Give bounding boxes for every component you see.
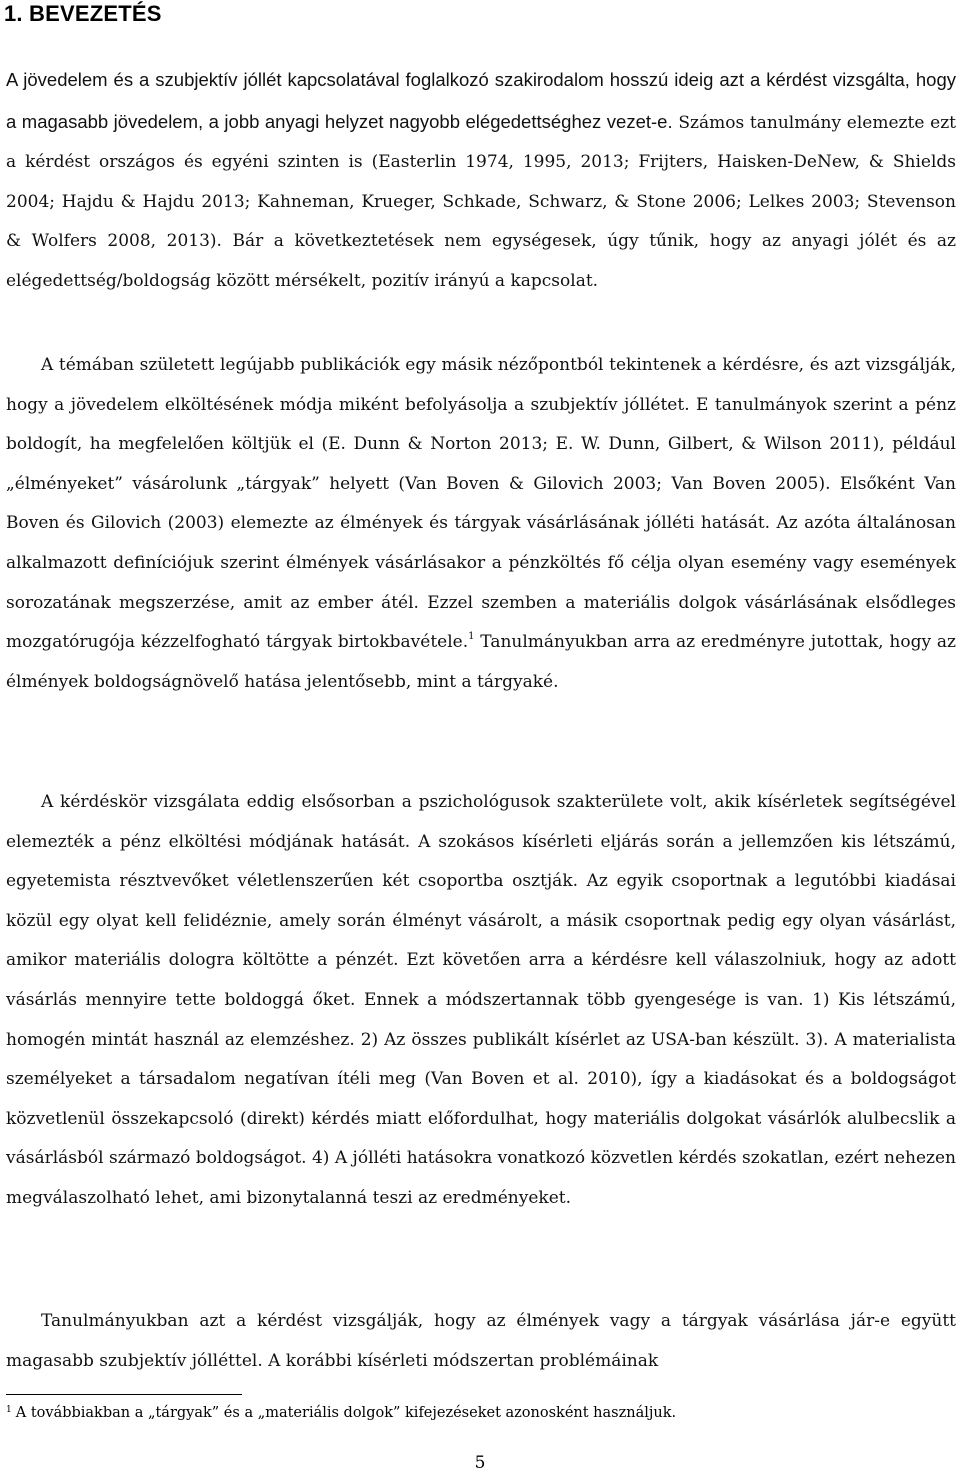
paragraph-1-body: Számos tanulmány elemezte ezt a kérdést országos és egyéni szinten is (Easterlin 1974, 1995, 2013; Frijters, Haisken-DeNew, & Shields 2004; Hajdu & Hajdu 2013; Kahneman, Krueger, Schkade, Schwarz, & Stone 2006; Lelkes 2003; Stevenson & Wolfers 2008, 2013). Bár a következtetések nem egységesek, úgy tűnik, hogy az anyagi jólét és az elégedettség/boldogság között mérsékelt, pozitív irányú a kapcsolat. bbox=[6, 112, 956, 291]
page-number: 5 bbox=[474, 1453, 486, 1473]
footnote-text: A továbbiakban a „tárgyak” és a „materiális dolgok” kifejezéseket azonosként használjuk. bbox=[15, 1405, 677, 1421]
section-heading: 1. BEVEZETÉS bbox=[4, 1, 162, 26]
footnote-number: 1 bbox=[6, 1405, 12, 1415]
footnote-separator bbox=[6, 1394, 242, 1395]
paragraph-2-main: A témában született legújabb publikációk egy másik nézőpontból tekintenek a kérdésre, és azt vizsgálják, hogy a jövedelem elköltésének módja miként befolyásolja a szubjektív jóllétet. E tanulmányok szerint a pénz boldogít, ha megfelelően költjük el (E. Dunn & Norton 2013; E. W. Dunn, Gilbert, & Wilson 2011), például „élményeket” vásárolunk „tárgyak” helyett (Van Boven & Gilovich 2003; Van Boven 2005). Elsőként Van Boven és Gilovich (2003) elemezte az élmények és tárgyak vásárlásának jólléti hatását. Az azóta általánosan alkalmazott definíciójuk szerint élmények vásárlásakor a pénzköltés fő célja olyan esemény vagy események sorozatának megszerzése, amit az ember átél. Ezzel szemben a materiális dolgok vásárlásának elsődleges mozgatórugója kézzelfogható tárgyak birtokbavétele. bbox=[6, 355, 956, 653]
paragraph-1-intro: A jövedelem és a szubjektív jóllét kapcsolatával foglalkozó szakirodalom hosszú ideig azt a kérdést vizsgálta, hogy a magasabb jövedelem, a jobb anyagi helyzet nagyobb elégedettséghez vezet-e. bbox=[6, 69, 956, 132]
footnote-1 bbox=[6, 1401, 946, 1425]
paragraph-1 bbox=[6, 60, 956, 302]
paragraph-3-text: A kérdéskör vizsgálata eddig elsősorban a pszichológusok szakterülete volt, akik kísérletek segítségével elemezték a pénz elköltési módjának hatását. A szokásos kísérleti eljárás során a jellemzően kis létszámú, egyetemista résztvevőket véletlenszerűen két csoportba osztják. Az egyik csoportnak a legutóbbi kiadásai közül egy olyat kell felidéznie, amely során élményt vásárolt, a másik csoportnak pedig egy olyan vásárlást, amikor materiális dologra költötte a pénzét. Ezt követően arra a kérdésre kell válaszolniuk, hogy az adott vásárlás mennyire tette boldoggá őket. Ennek a módszertannak több gyengesége is van. 1) Kis létszámú, homogén mintát használ az elemzéshez. 2) Az összes publikált kísérlet az USA-ban készült. 3). A materialista személyeket a társadalom negatívan ítéli meg (Van Boven et al. 2010), így a kiadásokat és a boldogságot közvetlenül összekapcsoló (direkt) kérdés miatt előfordulhat, hogy materiális dolgokat vásárlók alulbecslik a vásárlásból származó boldogságot. 4) A jólléti hatásokra vonatkozó közvetlen kérdés szokatlan, ezért nehezen megválaszolható lehet, ami bizonytalanná teszi az eredményeket. bbox=[6, 792, 956, 1208]
footnote-ref-1[interactable]: 1 bbox=[468, 631, 475, 643]
paragraph-3 bbox=[6, 783, 956, 1219]
paragraph-2-tail: Tanulmányukban arra az eredményre jutottak, hogy az élmények boldogságnövelő hatása jelentősebb, mint a tárgyaké. bbox=[6, 632, 956, 692]
paragraph-4-text: Tanulmányukban azt a kérdést vizsgálják, hogy az élmények vagy a tárgyak vásárlása jár-e együtt magasabb szubjektív jólléttel. A korábbi kísérleti módszertan problémáinak bbox=[6, 1311, 956, 1371]
paragraph-4 bbox=[6, 1302, 956, 1381]
paragraph-2 bbox=[6, 346, 956, 702]
